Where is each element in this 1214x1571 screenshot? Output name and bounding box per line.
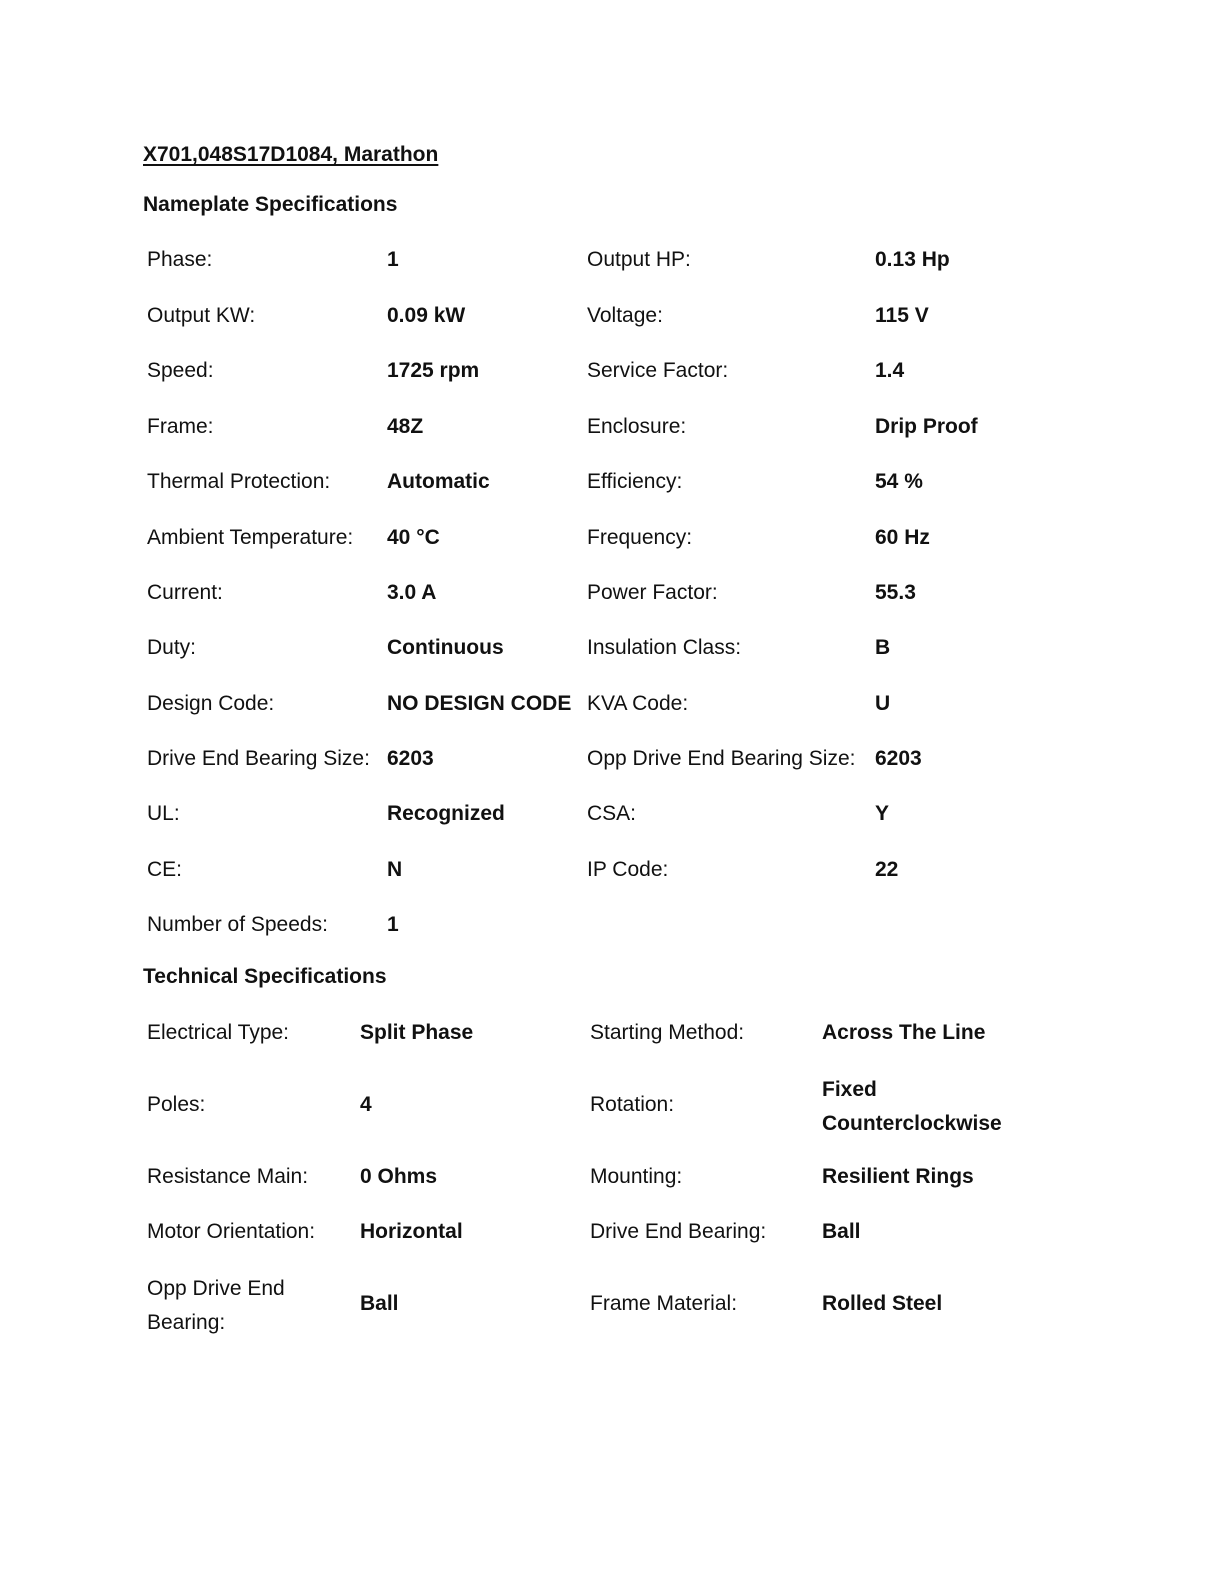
spec-value: 1 (387, 913, 399, 936)
spec-value: NO DESIGN CODE (387, 692, 572, 715)
spec-value: Y (875, 802, 890, 825)
spec-label: Drive End Bearing: (590, 1220, 767, 1243)
spec-value: Drip Proof (875, 415, 978, 438)
document-title: X701,048S17D1084, Marathon (143, 143, 439, 166)
spec-value: 0.09 kW (387, 304, 466, 327)
spec-label: Rotation: (590, 1093, 675, 1116)
spec-value: Automatic (387, 470, 490, 493)
spec-row (147, 523, 1147, 553)
spec-value: Split Phase (360, 1021, 474, 1044)
spec-label: UL: (147, 802, 180, 825)
spec-label: Efficiency: (587, 470, 683, 493)
spec-label: Electrical Type: (147, 1021, 290, 1044)
spec-label: Frequency: (587, 526, 693, 549)
spec-label: Service Factor: (587, 359, 729, 382)
spec-label: Voltage: (587, 304, 663, 327)
spec-label: Insulation Class: (587, 636, 742, 659)
spec-label: Mounting: (590, 1165, 683, 1188)
spec-row (147, 799, 1147, 829)
spec-row (147, 1078, 1147, 1135)
technical-heading: Technical Specifications (143, 965, 387, 988)
spec-value: 0.13 Hp (875, 248, 950, 271)
spec-row (147, 744, 1147, 774)
spec-label: Resistance Main: (147, 1165, 309, 1188)
spec-value: U (875, 692, 891, 715)
spec-value: 1.4 (875, 359, 905, 382)
spec-value: 115 V (875, 304, 929, 327)
spec-row (147, 301, 1147, 331)
spec-value: 4 (360, 1093, 372, 1116)
spec-label: Enclosure: (587, 415, 687, 438)
spec-label: Frame Material: (590, 1292, 738, 1315)
spec-value: 40 °C (387, 526, 440, 549)
spec-value: 55.3 (875, 581, 916, 604)
spec-label: Opp Drive End Bearing: (147, 1277, 285, 1334)
spec-row (147, 1018, 1147, 1048)
spec-label: KVA Code: (587, 692, 689, 715)
spec-value: Across The Line (822, 1021, 986, 1044)
spec-row (147, 689, 1147, 719)
spec-row (147, 578, 1147, 608)
spec-value: Ball (822, 1220, 861, 1243)
spec-label: Speed: (147, 359, 214, 382)
spec-row (147, 1162, 1147, 1192)
spec-value: Recognized (387, 802, 505, 825)
spec-value: Resilient Rings (822, 1165, 974, 1188)
spec-row (147, 1217, 1147, 1247)
spec-value: Continuous (387, 636, 504, 659)
spec-value: Fixed Counterclockwise (822, 1078, 1002, 1135)
spec-label: Drive End Bearing Size: (147, 747, 370, 770)
spec-label: CSA: (587, 802, 637, 825)
spec-value: 6203 (875, 747, 922, 770)
spec-value: 3.0 A (387, 581, 437, 604)
spec-value: Horizontal (360, 1220, 463, 1243)
spec-label: Poles: (147, 1093, 206, 1116)
spec-label: Duty: (147, 636, 197, 659)
spec-row (147, 855, 1147, 885)
spec-row (147, 356, 1147, 386)
spec-row (147, 910, 1147, 940)
spec-value: 48Z (387, 415, 424, 438)
spec-value: N (387, 858, 403, 881)
spec-label: Phase: (147, 248, 213, 271)
spec-label: Ambient Temperature: (147, 526, 354, 549)
spec-row (147, 412, 1147, 442)
spec-value: 1725 rpm (387, 359, 480, 382)
spec-label: Output HP: (587, 248, 691, 271)
nameplate-heading: Nameplate Specifications (143, 193, 398, 216)
spec-value: 22 (875, 858, 899, 881)
spec-value: 0 Ohms (360, 1165, 438, 1188)
spec-label: Current: (147, 581, 223, 604)
spec-value: Ball (360, 1292, 399, 1315)
spec-value: 6203 (387, 747, 434, 770)
spec-value: B (875, 636, 891, 659)
spec-label: Power Factor: (587, 581, 718, 604)
spec-label: Starting Method: (590, 1021, 745, 1044)
spec-value: 60 Hz (875, 526, 930, 549)
spec-label: Output KW: (147, 304, 256, 327)
spec-label: Opp Drive End Bearing Size: (587, 747, 856, 770)
spec-value: 1 (387, 248, 399, 271)
spec-label: Design Code: (147, 692, 275, 715)
spec-value: 54 % (875, 470, 923, 493)
spec-label: Thermal Protection: (147, 470, 331, 493)
spec-row (147, 1277, 1147, 1334)
spec-row (147, 467, 1147, 497)
spec-value: Rolled Steel (822, 1292, 943, 1315)
spec-row (147, 245, 1147, 275)
spec-label: Frame: (147, 415, 214, 438)
spec-row (147, 633, 1147, 663)
spec-label: IP Code: (587, 858, 669, 881)
spec-label: Motor Orientation: (147, 1220, 316, 1243)
spec-label: CE: (147, 858, 183, 881)
spec-label: Number of Speeds: (147, 913, 328, 936)
